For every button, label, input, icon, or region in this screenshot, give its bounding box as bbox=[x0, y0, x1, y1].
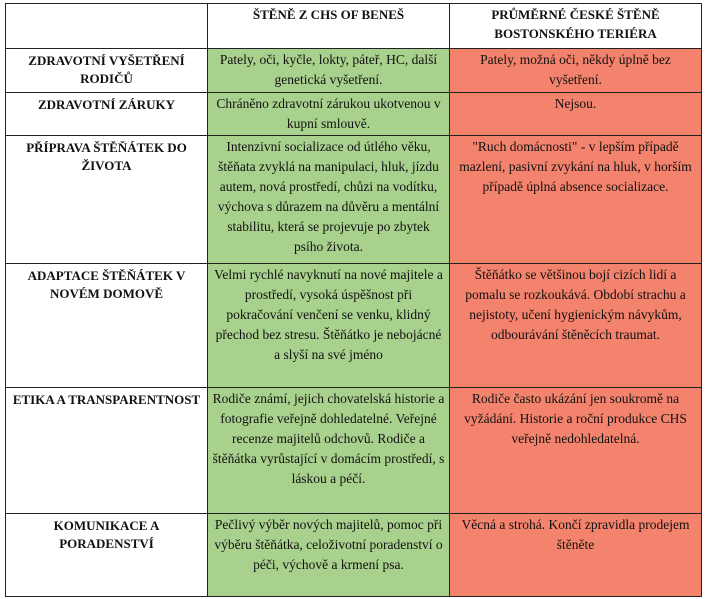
average-cell: "Ruch domácnosti" - v lepším případě mazlení, pasivní zvykání na hluk, v horším případě úplná absence socializace. bbox=[450, 136, 702, 264]
row-label: PŘÍPRAVA ŠTĚŇÁTEK DO ŽIVOTA bbox=[6, 136, 208, 264]
table-row bbox=[6, 93, 702, 136]
row-label: ADAPTACE ŠTĚŇÁTEK V NOVÉM DOMOVĚ bbox=[6, 264, 208, 388]
header-row bbox=[6, 4, 702, 49]
row-label: ZDRAVOTNÍ VYŠETŘENÍ RODIČŮ bbox=[6, 49, 208, 93]
table-row bbox=[6, 388, 702, 514]
chs-cell: Velmi rychlé navyknutí na nové majitele a prostředí, vysoká úspěšnost při pokračování venčení se venku, klidný přechod bez stresu. Štěňátko je nebojácné a slyší na své jméno bbox=[208, 264, 450, 388]
average-cell: Nejsou. bbox=[450, 93, 702, 136]
average-cell: Pately, možná oči, někdy úplně bez vyšetření. bbox=[450, 49, 702, 93]
row-label: ETIKA A TRANSPARENTNOST bbox=[6, 388, 208, 514]
average-cell: Věcná a strohá. Končí zpravidla prodejem štěněte bbox=[450, 514, 702, 597]
chs-cell: Chráněno zdravotní zárukou ukotvenou v kupní smlouvě. bbox=[208, 93, 450, 136]
average-cell: Rodiče často ukázání jen soukromě na vyžádání. Historie a roční produkce CHS veřejně nedohledatelná. bbox=[450, 388, 702, 514]
chs-cell: Intenzivní socializace od útlého věku, štěňata zvyklá na manipulaci, hluk, jízdu autem, nová prostředí, chůzi na vodítku, výchova s důrazem na důvěru a mentální stabilitu, která se projevuje po zbytek psího života. bbox=[208, 136, 450, 264]
chs-cell: Pately, oči, kyčle, lokty, páteř, HC, další genetická vyšetření. bbox=[208, 49, 450, 93]
table-row bbox=[6, 264, 702, 388]
column-header-average: PRŮMĚRNÉ ČESKÉ ŠTĚNĚ BOSTONSKÉHO TERIÉRA bbox=[450, 4, 702, 49]
column-header-chs: ŠTĚNĚ Z CHS OF BENEŠ bbox=[208, 4, 450, 49]
row-label: ZDRAVOTNÍ ZÁRUKY bbox=[6, 93, 208, 136]
table-row bbox=[6, 514, 702, 597]
row-label: KOMUNIKACE A PORADENSTVÍ bbox=[6, 514, 208, 597]
average-cell: Štěňátko se většinou bojí cizích lidí a pomalu se rozkoukává. Období strachu a nejistoty, učení hygienickým návykům, odbourávání štěněcích traumat. bbox=[450, 264, 702, 388]
corner-cell bbox=[6, 4, 208, 49]
table-row bbox=[6, 136, 702, 264]
chs-cell: Pečlivý výběr nových majitelů, pomoc při výběru štěňátka, celoživotní poradenství o péči, výchově a krmení psa. bbox=[208, 514, 450, 597]
chs-cell: Rodiče známí, jejich chovatelská historie a fotografie veřejně dohledatelné. Veřejné recenze majitelů odchovů. Rodiče a štěňátka vyrůstající v domácím prostředí, s láskou a péčí. bbox=[208, 388, 450, 514]
comparison-table bbox=[5, 3, 702, 597]
table-row bbox=[6, 49, 702, 93]
